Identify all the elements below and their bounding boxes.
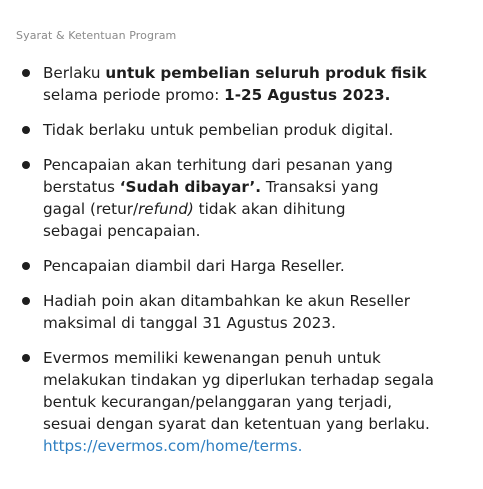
term-line <box>43 84 473 106</box>
terms-link[interactable]: https://evermos.com/home/terms. <box>43 437 303 455</box>
term-item <box>0 119 483 141</box>
term-line <box>43 119 473 141</box>
term-text: Evermos memiliki kewenangan penuh untuk <box>43 349 381 367</box>
term-line <box>43 198 473 220</box>
term-line <box>43 176 473 198</box>
bullet-icon <box>22 354 30 362</box>
bullet-icon <box>22 297 30 305</box>
term-text: bentuk kecurangan/pelanggaran yang terjadi, <box>43 393 393 411</box>
term-text: gagal (retur/ <box>43 200 139 218</box>
term-line <box>43 347 473 369</box>
term-item <box>0 290 483 334</box>
term-text: tidak akan dihitung <box>193 200 346 218</box>
term-line <box>43 220 473 242</box>
term-line <box>43 62 473 84</box>
term-item <box>0 347 483 457</box>
term-text: Pencapaian akan terhitung dari pesanan yang <box>43 156 393 174</box>
term-line <box>43 255 473 277</box>
bullet-icon <box>22 262 30 270</box>
terms-list <box>0 62 483 470</box>
term-text: Transaksi yang <box>261 178 379 196</box>
term-line <box>43 290 473 312</box>
term-text: selama periode promo: <box>43 86 225 104</box>
term-emphasis: ‘Sudah dibayar’. <box>119 178 262 196</box>
term-text: maksimal di tanggal 31 Agustus 2023. <box>43 314 336 332</box>
bullet-icon <box>22 126 30 134</box>
bullet-icon <box>22 69 30 77</box>
term-text: melakukan tindakan yg diperlukan terhadap segala <box>43 371 434 389</box>
term-line <box>43 413 473 435</box>
term-item <box>0 154 483 242</box>
term-emphasis: 1-25 Agustus 2023. <box>224 86 391 104</box>
term-line <box>43 369 473 391</box>
term-line <box>43 312 473 334</box>
term-line <box>43 435 473 457</box>
term-text: Hadiah poin akan ditambahkan ke akun Reseller <box>43 292 410 310</box>
term-text: sesuai dengan syarat dan ketentuan yang berlaku. <box>43 415 430 433</box>
bullet-icon <box>22 161 30 169</box>
term-text: Berlaku <box>43 64 106 82</box>
term-italic: refund) <box>138 200 194 218</box>
term-text: sebagai pencapaian. <box>43 222 201 240</box>
term-text: Pencapaian diambil dari Harga Reseller. <box>43 257 345 275</box>
term-line <box>43 391 473 413</box>
term-emphasis: untuk pembelian seluruh produk fisik <box>105 64 427 82</box>
term-text: berstatus <box>43 178 120 196</box>
section-title: Syarat & Ketentuan Program <box>16 29 177 42</box>
term-text: Tidak berlaku untuk pembelian produk digital. <box>43 121 394 139</box>
term-item <box>0 255 483 277</box>
term-item <box>0 62 483 106</box>
term-line <box>43 154 473 176</box>
